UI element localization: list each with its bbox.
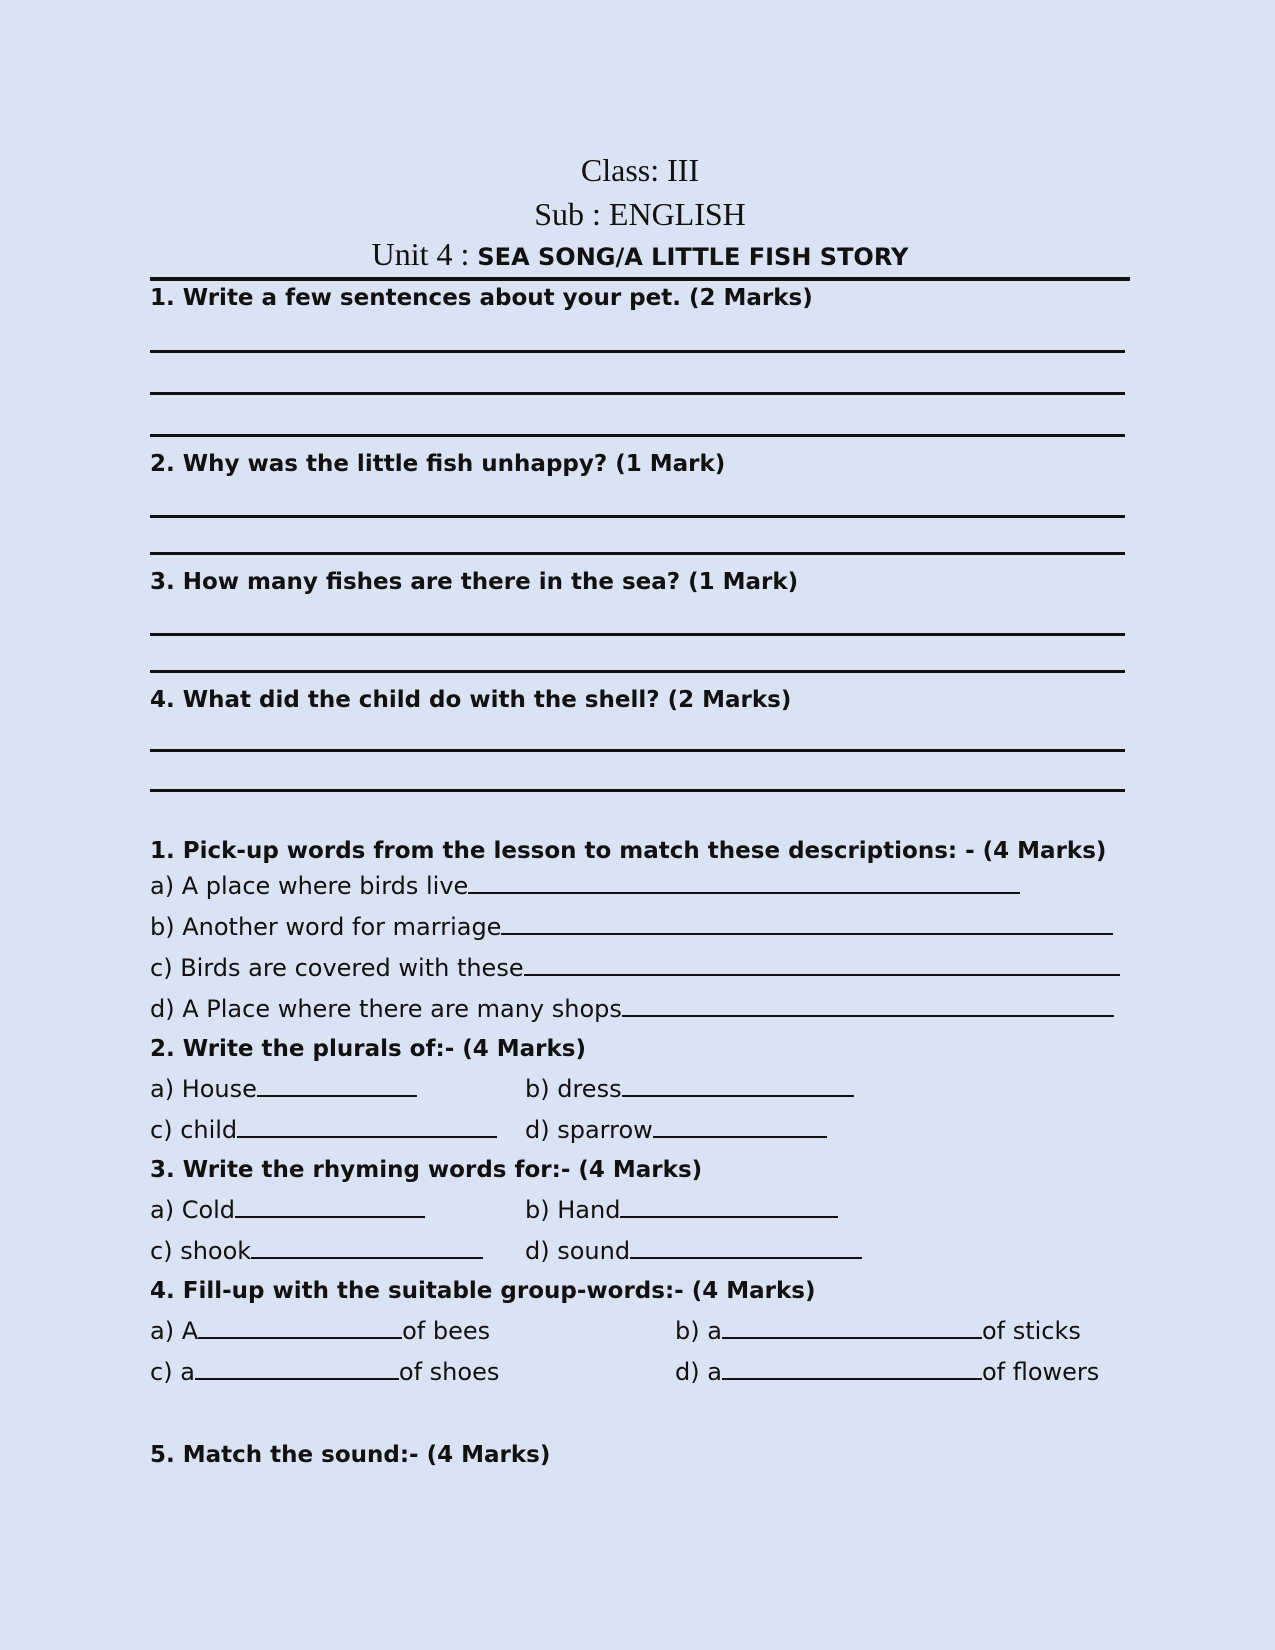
item-suffix: of flowers [981, 1358, 1100, 1386]
fill-blank[interactable] [722, 1356, 982, 1380]
fill-blank[interactable] [195, 1356, 399, 1380]
item-col [525, 1110, 827, 1151]
list-item [150, 1110, 1130, 1151]
header-rule [150, 277, 1130, 281]
question-4-text: 4. What did the child do with the shell? (2 Marks) [150, 687, 792, 713]
answer-line[interactable] [150, 392, 1125, 395]
section-b-question-5-title: 5. Match the sound:- (4 Marks) [150, 1442, 551, 1468]
fill-blank[interactable] [653, 1114, 827, 1138]
item-label: d) A Place where there are many shops [150, 995, 622, 1023]
answer-line[interactable] [150, 633, 1125, 636]
item-col [675, 1352, 1099, 1393]
item-label: c) a [150, 1358, 195, 1386]
section-b-question-1-title: 1. Pick-up words from the lesson to match these descriptions: - (4 Marks) [150, 838, 1107, 864]
question-3-text: 3. How many fishes are there in the sea? (1 Mark) [150, 569, 799, 595]
fill-blank[interactable] [235, 1194, 425, 1218]
section-b-question-4 [150, 1272, 1130, 1393]
item-col [525, 1069, 854, 1110]
item-label: d) sound [525, 1237, 631, 1265]
question-1 [150, 283, 1130, 437]
fill-blank[interactable] [501, 911, 1113, 935]
item-label: a) Cold [150, 1196, 236, 1224]
item-col [150, 1069, 525, 1110]
item-col [150, 1352, 675, 1393]
item-label: a) House [150, 1075, 257, 1103]
list-item [150, 1190, 1130, 1231]
item-suffix: of shoes [398, 1358, 500, 1386]
unit-title: SEA SONG/A LITTLE FISH STORY [477, 243, 909, 271]
answer-line[interactable] [150, 515, 1125, 518]
question-3 [150, 567, 1130, 673]
item-col [525, 1190, 838, 1231]
fill-blank[interactable] [237, 1114, 497, 1138]
item-col [150, 1231, 525, 1272]
item-suffix: of bees [402, 1317, 491, 1345]
answer-line[interactable] [150, 749, 1125, 752]
answer-line[interactable] [150, 670, 1125, 673]
section-b-question-2 [150, 1030, 1130, 1151]
answer-line[interactable] [150, 789, 1125, 792]
item-suffix: of sticks [981, 1317, 1081, 1345]
unit-prefix: Unit 4 : [371, 236, 478, 272]
answer-line[interactable] [150, 350, 1125, 353]
section-b-question-3 [150, 1151, 1130, 1272]
subject-line: Sub : ENGLISH [534, 196, 746, 232]
list-item [150, 1069, 1130, 1110]
item-col [150, 1190, 525, 1231]
question-2 [150, 449, 1130, 555]
item-col [150, 1110, 525, 1151]
item-label: b) dress [525, 1075, 622, 1103]
fill-blank[interactable] [198, 1315, 402, 1339]
section-b-question-3-title: 3. Write the rhyming words for:- (4 Marks) [150, 1157, 703, 1183]
item-label: b) Another word for marriage [150, 913, 502, 941]
fill-blank[interactable] [622, 1073, 854, 1097]
list-item [150, 866, 1130, 907]
item-label: d) a [675, 1358, 722, 1386]
item-label: a) A place where birds live [150, 872, 469, 900]
worksheet-header [150, 148, 1130, 275]
question-4 [150, 685, 1130, 792]
list-item [150, 1311, 1130, 1352]
unit-line [150, 236, 1130, 275]
item-col [150, 1311, 675, 1352]
item-label: b) a [675, 1317, 722, 1345]
list-item [150, 1231, 1130, 1272]
fill-blank[interactable] [468, 870, 1020, 894]
item-label: c) shook [150, 1237, 252, 1265]
item-label: a) A [150, 1317, 199, 1345]
answer-line[interactable] [150, 434, 1125, 437]
list-item [150, 907, 1130, 948]
item-label: c) child [150, 1116, 238, 1144]
item-col [525, 1231, 862, 1272]
section-b-question-2-title: 2. Write the plurals of:- (4 Marks) [150, 1036, 587, 1062]
fill-blank[interactable] [722, 1315, 982, 1339]
question-2-text: 2. Why was the little fish unhappy? (1 Mark) [150, 451, 726, 477]
list-item [150, 948, 1130, 989]
question-1-text: 1. Write a few sentences about your pet. (2 Marks) [150, 285, 813, 311]
worksheet [150, 148, 1130, 1470]
section-b-question-1 [150, 836, 1130, 1030]
item-col [675, 1311, 1081, 1352]
list-item [150, 989, 1130, 1030]
answer-line[interactable] [150, 552, 1125, 555]
section-b-question-5 [150, 1440, 1130, 1470]
item-label: c) Birds are covered with these [150, 954, 524, 982]
fill-blank[interactable] [630, 1235, 862, 1259]
fill-blank[interactable] [257, 1073, 417, 1097]
section-b-question-4-title: 4. Fill-up with the suitable group-words:- (4 Marks) [150, 1278, 816, 1304]
item-label: d) sparrow [525, 1116, 653, 1144]
class-line: Class: III [580, 152, 700, 188]
fill-blank[interactable] [622, 993, 1114, 1017]
list-item [150, 1352, 1130, 1393]
fill-blank[interactable] [251, 1235, 483, 1259]
item-label: b) Hand [525, 1196, 621, 1224]
fill-blank[interactable] [620, 1194, 838, 1218]
fill-blank[interactable] [524, 952, 1120, 976]
